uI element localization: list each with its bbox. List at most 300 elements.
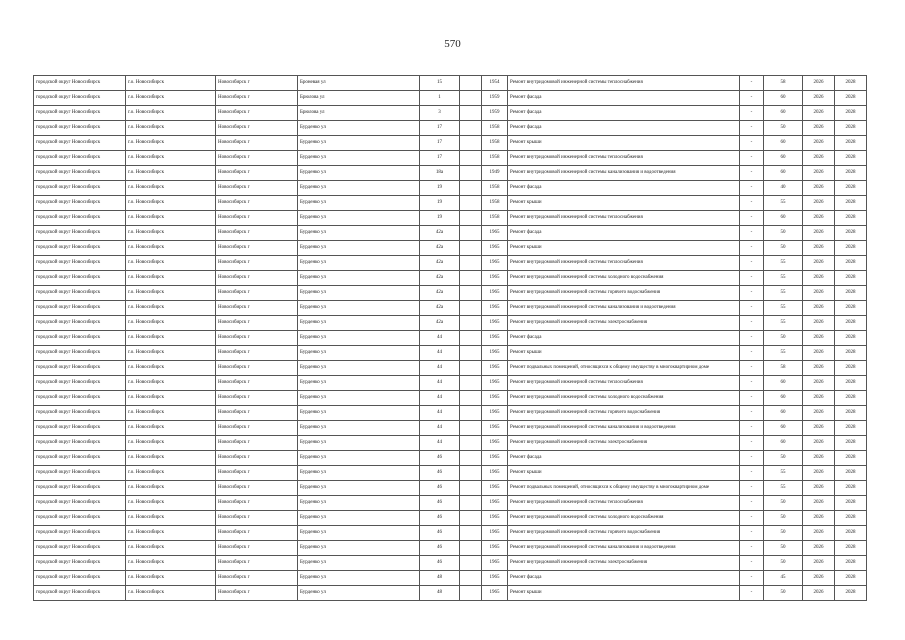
municipality-cell: г.о. Новосибирск — [126, 466, 216, 481]
work-type-cell: Ремонт внутридомовой инженерной системы горячего водоснабжения — [508, 406, 740, 421]
building-cell — [460, 196, 482, 211]
year-built-cell: 1958 — [482, 181, 508, 196]
house-number-cell: 44 — [420, 391, 460, 406]
work-type-cell: Ремонт внутридомовой инженерной системы электроснабжения — [508, 316, 740, 331]
year-built-cell: 1965 — [482, 571, 508, 586]
city-cell: Новосибирск г — [216, 271, 298, 286]
street-cell: Бурденко ул — [298, 511, 420, 526]
district-cell: городской округ Новосибирск — [34, 166, 126, 181]
start-year-cell: 2026 — [803, 136, 835, 151]
house-number-cell: 42а — [420, 301, 460, 316]
city-cell: Новосибирск г — [216, 361, 298, 376]
start-year-cell: 2026 — [803, 301, 835, 316]
work-type-cell: Ремонт внутридомовой инженерной системы канализования и водоотведения — [508, 421, 740, 436]
dash-cell: - — [740, 106, 764, 121]
year-built-cell: 1965 — [482, 286, 508, 301]
house-number-cell: 46 — [420, 496, 460, 511]
dash-cell: - — [740, 121, 764, 136]
city-cell: Новосибирск г — [216, 421, 298, 436]
table-row — [34, 406, 867, 421]
start-year-cell: 2026 — [803, 256, 835, 271]
street-cell: Бурденко ул — [298, 121, 420, 136]
table-row — [34, 571, 867, 586]
street-cell: Бурденко ул — [298, 136, 420, 151]
table-row — [34, 331, 867, 346]
value-cell: 50 — [764, 331, 803, 346]
end-year-cell: 2028 — [835, 271, 867, 286]
district-cell: городской округ Новосибирск — [34, 391, 126, 406]
street-cell: Брюлова ул — [298, 91, 420, 106]
year-built-cell: 1959 — [482, 91, 508, 106]
table-row — [34, 496, 867, 511]
building-cell — [460, 256, 482, 271]
city-cell: Новосибирск г — [216, 106, 298, 121]
street-cell: Бурденко ул — [298, 316, 420, 331]
district-cell: городской округ Новосибирск — [34, 106, 126, 121]
house-number-cell: 46 — [420, 451, 460, 466]
value-cell: 50 — [764, 586, 803, 601]
value-cell: 55 — [764, 286, 803, 301]
street-cell: Бурденко ул — [298, 496, 420, 511]
year-built-cell: 1954 — [482, 76, 508, 91]
municipality-cell: г.о. Новосибирск — [126, 121, 216, 136]
end-year-cell: 2028 — [835, 331, 867, 346]
building-cell — [460, 76, 482, 91]
city-cell: Новосибирск г — [216, 436, 298, 451]
work-type-cell: Ремонт фасада — [508, 331, 740, 346]
street-cell: Бурденко ул — [298, 586, 420, 601]
year-built-cell: 1965 — [482, 301, 508, 316]
work-type-cell: Ремонт фасада — [508, 181, 740, 196]
building-cell — [460, 346, 482, 361]
value-cell: 50 — [764, 241, 803, 256]
city-cell: Новосибирск г — [216, 376, 298, 391]
year-built-cell: 1965 — [482, 346, 508, 361]
street-cell: Бурденко ул — [298, 346, 420, 361]
dash-cell: - — [740, 436, 764, 451]
dash-cell: - — [740, 241, 764, 256]
district-cell: городской округ Новосибирск — [34, 526, 126, 541]
dash-cell: - — [740, 196, 764, 211]
value-cell: 45 — [764, 571, 803, 586]
table-row — [34, 181, 867, 196]
start-year-cell: 2026 — [803, 286, 835, 301]
work-type-cell: Ремонт крыши — [508, 136, 740, 151]
start-year-cell: 2026 — [803, 226, 835, 241]
building-cell — [460, 451, 482, 466]
start-year-cell: 2026 — [803, 526, 835, 541]
municipality-cell: г.о. Новосибирск — [126, 151, 216, 166]
table-row — [34, 466, 867, 481]
dash-cell: - — [740, 76, 764, 91]
city-cell: Новосибирск г — [216, 121, 298, 136]
value-cell: 60 — [764, 391, 803, 406]
dash-cell: - — [740, 91, 764, 106]
dash-cell: - — [740, 376, 764, 391]
municipality-cell: г.о. Новосибирск — [126, 571, 216, 586]
house-number-cell: 48 — [420, 571, 460, 586]
start-year-cell: 2026 — [803, 76, 835, 91]
end-year-cell: 2028 — [835, 391, 867, 406]
dash-cell: - — [740, 511, 764, 526]
district-cell: городской округ Новосибирск — [34, 151, 126, 166]
house-number-cell: 42а — [420, 256, 460, 271]
municipality-cell: г.о. Новосибирск — [126, 586, 216, 601]
house-number-cell: 42а — [420, 271, 460, 286]
house-number-cell: 46 — [420, 526, 460, 541]
district-cell: городской округ Новосибирск — [34, 331, 126, 346]
street-cell: Бурденко ул — [298, 361, 420, 376]
table-row — [34, 121, 867, 136]
start-year-cell: 2026 — [803, 406, 835, 421]
building-cell — [460, 406, 482, 421]
building-cell — [460, 286, 482, 301]
street-cell: Бурденко ул — [298, 571, 420, 586]
district-cell: городской округ Новосибирск — [34, 496, 126, 511]
city-cell: Новосибирск г — [216, 526, 298, 541]
value-cell: 50 — [764, 556, 803, 571]
city-cell: Новосибирск г — [216, 226, 298, 241]
district-cell: городской округ Новосибирск — [34, 91, 126, 106]
year-built-cell: 1965 — [482, 361, 508, 376]
city-cell: Новосибирск г — [216, 511, 298, 526]
end-year-cell: 2028 — [835, 586, 867, 601]
building-cell — [460, 436, 482, 451]
street-cell: Бурденко ул — [298, 301, 420, 316]
dash-cell: - — [740, 481, 764, 496]
value-cell: 40 — [764, 181, 803, 196]
table-row — [34, 481, 867, 496]
building-cell — [460, 181, 482, 196]
dash-cell: - — [740, 271, 764, 286]
municipality-cell: г.о. Новосибирск — [126, 451, 216, 466]
work-type-cell: Ремонт крыши — [508, 466, 740, 481]
end-year-cell: 2028 — [835, 211, 867, 226]
municipality-cell: г.о. Новосибирск — [126, 496, 216, 511]
district-cell: городской округ Новосибирск — [34, 301, 126, 316]
dash-cell: - — [740, 556, 764, 571]
start-year-cell: 2026 — [803, 241, 835, 256]
start-year-cell: 2026 — [803, 166, 835, 181]
municipality-cell: г.о. Новосибирск — [126, 271, 216, 286]
district-cell: городской округ Новосибирск — [34, 316, 126, 331]
city-cell: Новосибирск г — [216, 301, 298, 316]
year-built-cell: 1965 — [482, 541, 508, 556]
work-type-cell: Ремонт внутридомовой инженерной системы теплоснабжения — [508, 496, 740, 511]
start-year-cell: 2026 — [803, 541, 835, 556]
city-cell: Новосибирск г — [216, 556, 298, 571]
end-year-cell: 2028 — [835, 406, 867, 421]
dash-cell: - — [740, 256, 764, 271]
table-row — [34, 76, 867, 91]
dash-cell: - — [740, 361, 764, 376]
value-cell: 55 — [764, 196, 803, 211]
municipality-cell: г.о. Новосибирск — [126, 556, 216, 571]
street-cell: Бурденко ул — [298, 256, 420, 271]
house-number-cell: 44 — [420, 376, 460, 391]
table-row — [34, 451, 867, 466]
municipality-cell: г.о. Новосибирск — [126, 166, 216, 181]
dash-cell: - — [740, 151, 764, 166]
table-row — [34, 436, 867, 451]
municipality-cell: г.о. Новосибирск — [126, 391, 216, 406]
district-cell: городской округ Новосибирск — [34, 76, 126, 91]
value-cell: 50 — [764, 511, 803, 526]
street-cell: Бурденко ул — [298, 556, 420, 571]
house-number-cell: 19 — [420, 181, 460, 196]
house-number-cell: 44 — [420, 361, 460, 376]
table-body — [34, 76, 867, 601]
city-cell: Новосибирск г — [216, 76, 298, 91]
municipality-cell: г.о. Новосибирск — [126, 91, 216, 106]
value-cell: 58 — [764, 361, 803, 376]
table-row — [34, 541, 867, 556]
value-cell: 50 — [764, 226, 803, 241]
table-row — [34, 271, 867, 286]
municipality-cell: г.о. Новосибирск — [126, 76, 216, 91]
dash-cell: - — [740, 466, 764, 481]
work-type-cell: Ремонт крыши — [508, 346, 740, 361]
municipality-cell: г.о. Новосибирск — [126, 241, 216, 256]
building-cell — [460, 511, 482, 526]
city-cell: Новосибирск г — [216, 391, 298, 406]
building-cell — [460, 541, 482, 556]
work-type-cell: Ремонт внутридомовой инженерной системы холодного водоснабжения — [508, 391, 740, 406]
year-built-cell: 1965 — [482, 586, 508, 601]
start-year-cell: 2026 — [803, 316, 835, 331]
building-cell — [460, 361, 482, 376]
work-type-cell: Ремонт внутридомовой инженерной системы теплоснабжения — [508, 256, 740, 271]
value-cell: 50 — [764, 451, 803, 466]
table-row — [34, 316, 867, 331]
table-row — [34, 361, 867, 376]
building-cell — [460, 136, 482, 151]
street-cell: Бурденко ул — [298, 541, 420, 556]
value-cell: 55 — [764, 301, 803, 316]
end-year-cell: 2028 — [835, 556, 867, 571]
table-row — [34, 151, 867, 166]
value-cell: 55 — [764, 256, 803, 271]
house-number-cell: 17 — [420, 136, 460, 151]
building-cell — [460, 226, 482, 241]
value-cell: 60 — [764, 91, 803, 106]
dash-cell: - — [740, 346, 764, 361]
dash-cell: - — [740, 541, 764, 556]
district-cell: городской округ Новосибирск — [34, 346, 126, 361]
work-type-cell: Ремонт внутридомовой инженерной системы канализования и водоотведения — [508, 166, 740, 181]
municipality-cell: г.о. Новосибирск — [126, 436, 216, 451]
district-cell: городской округ Новосибирск — [34, 256, 126, 271]
dash-cell: - — [740, 316, 764, 331]
dash-cell: - — [740, 226, 764, 241]
value-cell: 60 — [764, 436, 803, 451]
end-year-cell: 2028 — [835, 106, 867, 121]
street-cell: Бурденко ул — [298, 406, 420, 421]
end-year-cell: 2028 — [835, 346, 867, 361]
district-cell: городской округ Новосибирск — [34, 466, 126, 481]
work-type-cell: Ремонт крыши — [508, 241, 740, 256]
year-built-cell: 1965 — [482, 466, 508, 481]
dash-cell: - — [740, 586, 764, 601]
street-cell: Бурденко ул — [298, 196, 420, 211]
year-built-cell: 1965 — [482, 241, 508, 256]
table-row — [34, 91, 867, 106]
city-cell: Новосибирск г — [216, 496, 298, 511]
work-type-cell: Ремонт крыши — [508, 586, 740, 601]
building-cell — [460, 241, 482, 256]
street-cell: Бурденко ул — [298, 181, 420, 196]
work-type-cell: Ремонт фасада — [508, 106, 740, 121]
value-cell: 60 — [764, 406, 803, 421]
end-year-cell: 2028 — [835, 466, 867, 481]
street-cell: Брюлова ул — [298, 106, 420, 121]
city-cell: Новосибирск г — [216, 541, 298, 556]
building-cell — [460, 526, 482, 541]
building-cell — [460, 481, 482, 496]
work-type-cell: Ремонт подвальных помещений, относящихся к общему имуществу в многоквартирном доме — [508, 361, 740, 376]
municipality-cell: г.о. Новосибирск — [126, 346, 216, 361]
street-cell: Бурденко ул — [298, 451, 420, 466]
work-type-cell: Ремонт подвальных помещений, относящихся к общему имуществу в многоквартирном доме — [508, 481, 740, 496]
start-year-cell: 2026 — [803, 151, 835, 166]
table-row — [34, 256, 867, 271]
building-cell — [460, 271, 482, 286]
page-number: 570 — [444, 38, 461, 50]
dash-cell: - — [740, 181, 764, 196]
work-type-cell: Ремонт фасада — [508, 226, 740, 241]
building-cell — [460, 91, 482, 106]
municipality-cell: г.о. Новосибирск — [126, 106, 216, 121]
value-cell: 50 — [764, 121, 803, 136]
dash-cell: - — [740, 331, 764, 346]
municipality-cell: г.о. Новосибирск — [126, 376, 216, 391]
dash-cell: - — [740, 211, 764, 226]
end-year-cell: 2028 — [835, 376, 867, 391]
year-built-cell: 1959 — [482, 106, 508, 121]
table-row — [34, 586, 867, 601]
city-cell: Новосибирск г — [216, 571, 298, 586]
building-cell — [460, 106, 482, 121]
work-type-cell: Ремонт внутридомовой инженерной системы теплоснабжения — [508, 211, 740, 226]
dash-cell: - — [740, 421, 764, 436]
district-cell: городской округ Новосибирск — [34, 406, 126, 421]
start-year-cell: 2026 — [803, 106, 835, 121]
municipality-cell: г.о. Новосибирск — [126, 301, 216, 316]
year-built-cell: 1965 — [482, 256, 508, 271]
building-cell — [460, 466, 482, 481]
dash-cell: - — [740, 526, 764, 541]
district-cell: городской округ Новосибирск — [34, 211, 126, 226]
city-cell: Новосибирск г — [216, 241, 298, 256]
value-cell: 50 — [764, 496, 803, 511]
year-built-cell: 1965 — [482, 406, 508, 421]
city-cell: Новосибирск г — [216, 136, 298, 151]
street-cell: Бурденко ул — [298, 376, 420, 391]
dash-cell: - — [740, 301, 764, 316]
table-row — [34, 526, 867, 541]
value-cell: 60 — [764, 106, 803, 121]
building-cell — [460, 121, 482, 136]
end-year-cell: 2028 — [835, 511, 867, 526]
end-year-cell: 2028 — [835, 436, 867, 451]
district-cell: городской округ Новосибирск — [34, 571, 126, 586]
dash-cell: - — [740, 136, 764, 151]
end-year-cell: 2028 — [835, 301, 867, 316]
start-year-cell: 2026 — [803, 346, 835, 361]
work-type-cell: Ремонт внутридомовой инженерной системы канализования и водоотведения — [508, 541, 740, 556]
house-number-cell: 42а — [420, 226, 460, 241]
start-year-cell: 2026 — [803, 91, 835, 106]
house-number-cell: 17 — [420, 121, 460, 136]
building-cell — [460, 556, 482, 571]
year-built-cell: 1965 — [482, 226, 508, 241]
city-cell: Новосибирск г — [216, 331, 298, 346]
building-cell — [460, 421, 482, 436]
start-year-cell: 2026 — [803, 196, 835, 211]
building-cell — [460, 376, 482, 391]
table-row — [34, 226, 867, 241]
repair-schedule-table — [33, 75, 867, 601]
street-cell: Бурденко ул — [298, 421, 420, 436]
end-year-cell: 2028 — [835, 226, 867, 241]
work-type-cell: Ремонт внутридомовой инженерной системы теплоснабжения — [508, 76, 740, 91]
city-cell: Новосибирск г — [216, 256, 298, 271]
city-cell: Новосибирск г — [216, 211, 298, 226]
work-type-cell: Ремонт внутридомовой инженерной системы канализования и водоотведения — [508, 301, 740, 316]
end-year-cell: 2028 — [835, 451, 867, 466]
dash-cell: - — [740, 286, 764, 301]
work-type-cell: Ремонт внутридомовой инженерной системы холодного водоснабжения — [508, 271, 740, 286]
work-type-cell: Ремонт фасада — [508, 571, 740, 586]
building-cell — [460, 151, 482, 166]
end-year-cell: 2028 — [835, 361, 867, 376]
end-year-cell: 2028 — [835, 91, 867, 106]
house-number-cell: 46 — [420, 466, 460, 481]
house-number-cell: 17 — [420, 151, 460, 166]
year-built-cell: 1965 — [482, 451, 508, 466]
start-year-cell: 2026 — [803, 271, 835, 286]
house-number-cell: 3 — [420, 106, 460, 121]
value-cell: 60 — [764, 151, 803, 166]
house-number-cell: 15 — [420, 76, 460, 91]
house-number-cell: 44 — [420, 331, 460, 346]
year-built-cell: 1949 — [482, 166, 508, 181]
table-row — [34, 166, 867, 181]
municipality-cell: г.о. Новосибирск — [126, 181, 216, 196]
municipality-cell: г.о. Новосибирск — [126, 211, 216, 226]
house-number-cell: 46 — [420, 481, 460, 496]
start-year-cell: 2026 — [803, 556, 835, 571]
municipality-cell: г.о. Новосибирск — [126, 526, 216, 541]
start-year-cell: 2026 — [803, 331, 835, 346]
end-year-cell: 2028 — [835, 496, 867, 511]
start-year-cell: 2026 — [803, 571, 835, 586]
start-year-cell: 2026 — [803, 121, 835, 136]
district-cell: городской округ Новосибирск — [34, 451, 126, 466]
city-cell: Новосибирск г — [216, 166, 298, 181]
district-cell: городской округ Новосибирск — [34, 286, 126, 301]
street-cell: Бурденко ул — [298, 271, 420, 286]
table-row — [34, 301, 867, 316]
start-year-cell: 2026 — [803, 421, 835, 436]
street-cell: Бурденко ул — [298, 526, 420, 541]
house-number-cell: 44 — [420, 421, 460, 436]
table-row — [34, 106, 867, 121]
end-year-cell: 2028 — [835, 256, 867, 271]
municipality-cell: г.о. Новосибирск — [126, 331, 216, 346]
street-cell: Бурденко ул — [298, 481, 420, 496]
municipality-cell: г.о. Новосибирск — [126, 286, 216, 301]
